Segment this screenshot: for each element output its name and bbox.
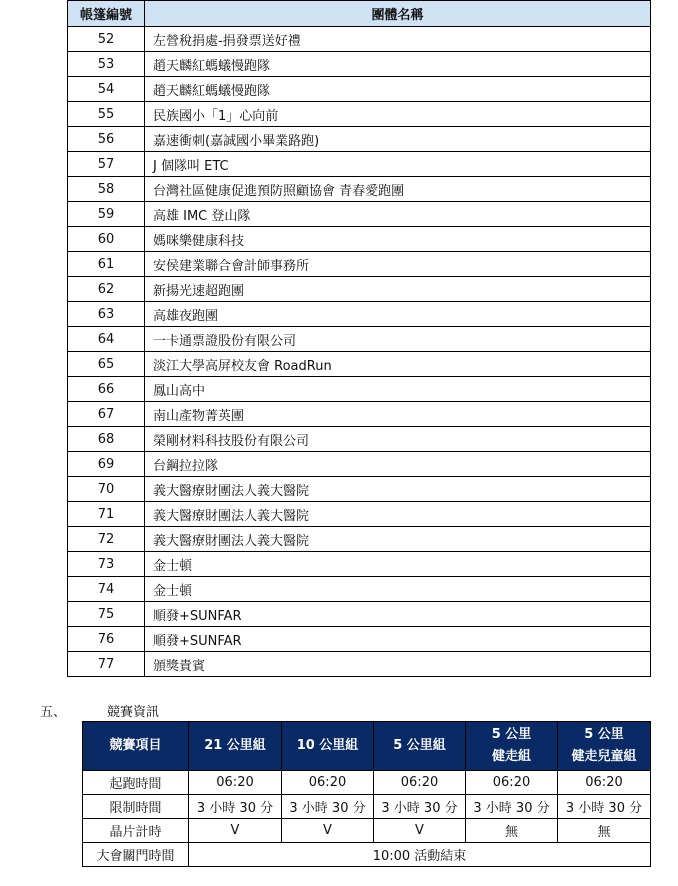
tent-number-cell: 70 <box>68 477 145 502</box>
race-value-cell: 06:20 <box>282 771 374 795</box>
tent-number-cell: 60 <box>68 227 145 252</box>
group-name-cell: 民族國小「1」心向前 <box>145 102 651 127</box>
group-name-cell: 趙天麟紅螞蟻慢跑隊 <box>145 77 651 102</box>
race-header-line: 健走兒童組 <box>571 749 637 764</box>
table-row <box>83 843 651 867</box>
tent-table-header-row <box>68 1 651 27</box>
race-value-cell: 3 小時 30 分 <box>189 795 282 819</box>
table-row <box>68 227 651 252</box>
race-table-body <box>83 771 651 867</box>
table-row <box>68 502 651 527</box>
race-value-cell: 3 小時 30 分 <box>558 795 651 819</box>
race-header-line: 21 公里組 <box>204 738 266 753</box>
table-row <box>68 277 651 302</box>
race-info-table <box>82 721 651 867</box>
tent-number-cell: 52 <box>68 27 145 52</box>
race-header-cell <box>282 722 374 771</box>
race-value-cell: V <box>282 819 374 843</box>
tent-number-cell: 54 <box>68 77 145 102</box>
group-name-cell: 淡江大學高屏校友會 RoadRun <box>145 352 651 377</box>
race-value-cell: 06:20 <box>558 771 651 795</box>
table-row <box>68 152 651 177</box>
group-name-cell: 高雄夜跑團 <box>145 302 651 327</box>
group-name-cell: 順發+SUNFAR <box>145 602 651 627</box>
group-name-cell: 榮剛材料科技股份有限公司 <box>145 427 651 452</box>
table-row <box>68 477 651 502</box>
table-row <box>68 177 651 202</box>
table-row <box>83 819 651 843</box>
section-heading <box>40 701 159 720</box>
table-row <box>68 102 651 127</box>
race-value-cell: V <box>189 819 282 843</box>
group-name-cell: 金士頓 <box>145 577 651 602</box>
race-value-cell: V <box>374 819 466 843</box>
race-row-label: 起跑時間 <box>83 771 189 795</box>
race-row-label: 晶片計時 <box>83 819 189 843</box>
group-name-cell: 鳳山高中 <box>145 377 651 402</box>
tent-number-cell: 73 <box>68 552 145 577</box>
group-name-cell: 順發+SUNFAR <box>145 627 651 652</box>
race-value-cell: 06:20 <box>374 771 466 795</box>
table-row <box>68 352 651 377</box>
closing-time-label: 大會關門時間 <box>83 843 189 867</box>
tent-number-cell: 76 <box>68 627 145 652</box>
tent-number-cell: 75 <box>68 602 145 627</box>
table-row <box>68 202 651 227</box>
table-row <box>68 552 651 577</box>
tent-number-cell: 66 <box>68 377 145 402</box>
tent-number-cell: 67 <box>68 402 145 427</box>
table-row <box>68 427 651 452</box>
tent-number-table <box>67 0 651 677</box>
closing-time-value: 10:00 活動結束 <box>189 843 651 867</box>
tent-number-cell: 59 <box>68 202 145 227</box>
table-row <box>68 527 651 552</box>
tent-number-cell: 74 <box>68 577 145 602</box>
tent-number-cell: 56 <box>68 127 145 152</box>
tent-number-cell: 71 <box>68 502 145 527</box>
race-value-cell: 無 <box>558 819 651 843</box>
table-row <box>83 795 651 819</box>
race-header-cell <box>83 722 189 771</box>
group-name-cell: 南山產物菁英團 <box>145 402 651 427</box>
race-header-line: 5 公里 <box>491 727 532 742</box>
group-name-cell: 趙天麟紅螞蟻慢跑隊 <box>145 52 651 77</box>
race-row-label: 限制時間 <box>83 795 189 819</box>
group-name-cell: 台灣社區健康促進預防照顧協會 青春愛跑團 <box>145 177 651 202</box>
table-row <box>68 377 651 402</box>
table-row <box>83 771 651 795</box>
group-name-cell: 一卡通票證股份有限公司 <box>145 327 651 352</box>
race-value-cell: 06:20 <box>189 771 282 795</box>
group-name-cell: 義大醫療財團法人義大醫院 <box>145 477 651 502</box>
race-header-cell <box>374 722 466 771</box>
table-row <box>68 77 651 102</box>
race-header-line: 競賽項目 <box>109 738 162 753</box>
group-name-cell: 嘉速衝刺(嘉誠國小畢業路跑) <box>145 127 651 152</box>
table-row <box>68 302 651 327</box>
group-name-cell: 新揚光速超跑團 <box>145 277 651 302</box>
group-name-cell: 義大醫療財團法人義大醫院 <box>145 527 651 552</box>
group-name-cell: 左營稅捐處-捐發票送好禮 <box>145 27 651 52</box>
group-name-cell: 台鋼拉拉隊 <box>145 452 651 477</box>
table-row <box>68 127 651 152</box>
table-row <box>68 52 651 77</box>
table-row <box>68 652 651 677</box>
tent-number-cell: 77 <box>68 652 145 677</box>
race-value-cell: 3 小時 30 分 <box>374 795 466 819</box>
race-value-cell: 3 小時 30 分 <box>466 795 558 819</box>
race-header-cell <box>189 722 282 771</box>
group-name-cell: 媽咪樂健康科技 <box>145 227 651 252</box>
tent-number-cell: 58 <box>68 177 145 202</box>
table-row <box>68 627 651 652</box>
tent-table-body <box>68 27 651 677</box>
group-name-cell: 金士頓 <box>145 552 651 577</box>
tent-number-cell: 65 <box>68 352 145 377</box>
tent-number-cell: 62 <box>68 277 145 302</box>
tent-number-cell: 64 <box>68 327 145 352</box>
table-row <box>68 27 651 52</box>
table-row <box>68 602 651 627</box>
group-name-cell: 義大醫療財團法人義大醫院 <box>145 502 651 527</box>
tent-number-header: 帳篷編號 <box>68 1 145 27</box>
race-header-cell <box>558 722 651 771</box>
race-header-line: 健走組 <box>491 749 531 764</box>
tent-number-cell: 69 <box>68 452 145 477</box>
race-value-cell: 06:20 <box>466 771 558 795</box>
table-row <box>68 452 651 477</box>
group-name-cell: 頒獎貴賓 <box>145 652 651 677</box>
section-title: 競賽資訊 <box>107 705 160 720</box>
tent-number-cell: 53 <box>68 52 145 77</box>
race-value-cell: 3 小時 30 分 <box>282 795 374 819</box>
race-value-cell: 無 <box>466 819 558 843</box>
tent-number-cell: 72 <box>68 527 145 552</box>
tent-number-cell: 63 <box>68 302 145 327</box>
group-name-cell: 安侯建業聯合會計師事務所 <box>145 252 651 277</box>
tent-number-cell: 57 <box>68 152 145 177</box>
race-header-line: 10 公里組 <box>296 738 359 753</box>
section-number: 五、 <box>40 705 67 720</box>
table-row <box>68 252 651 277</box>
table-row <box>68 402 651 427</box>
tent-number-cell: 61 <box>68 252 145 277</box>
race-header-line: 5 公里組 <box>393 738 446 753</box>
tent-number-cell: 55 <box>68 102 145 127</box>
race-table-header-row <box>83 722 651 771</box>
race-header-cell <box>466 722 558 771</box>
group-name-cell: 高雄 IMC 登山隊 <box>145 202 651 227</box>
group-name-cell: J 個隊叫 ETC <box>145 152 651 177</box>
race-header-line: 5 公里 <box>584 727 624 742</box>
table-row <box>68 577 651 602</box>
group-name-header: 團體名稱 <box>145 1 651 27</box>
table-row <box>68 327 651 352</box>
tent-number-cell: 68 <box>68 427 145 452</box>
